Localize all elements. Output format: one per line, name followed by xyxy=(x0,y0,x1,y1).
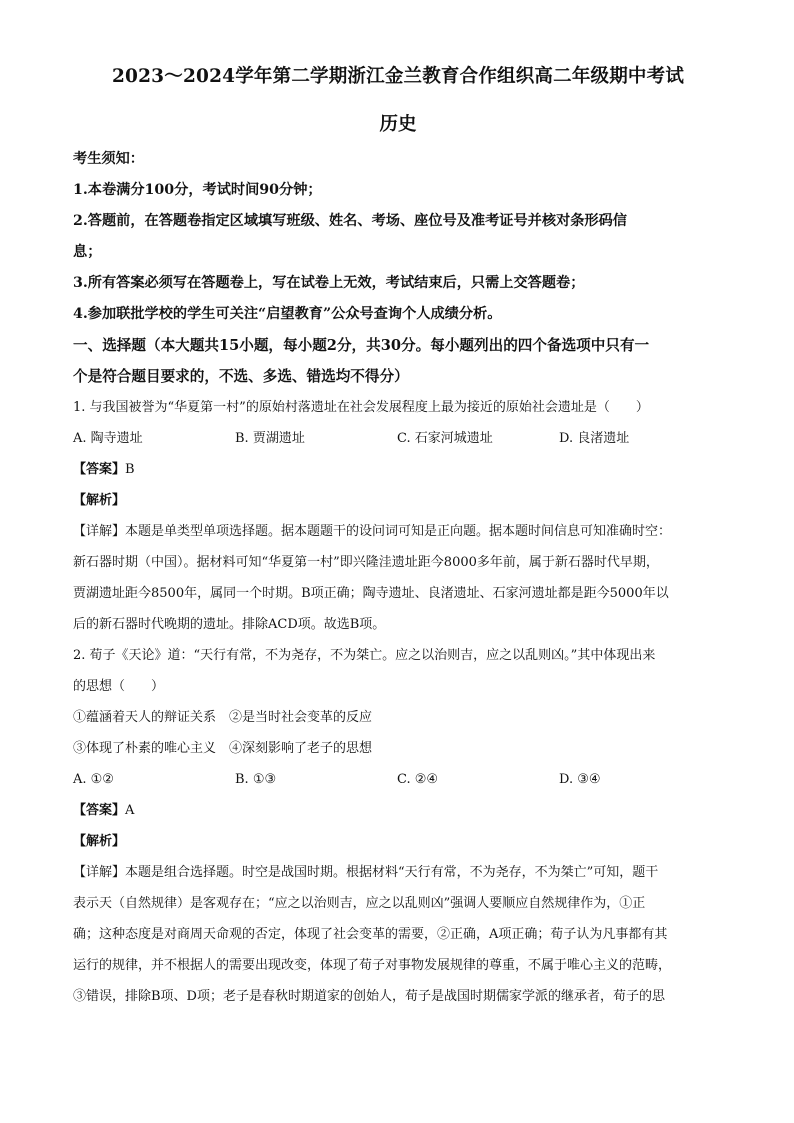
detail-line: 贾湖遗址距今8500年，属同一个时期。B项正确；陶寺遗址、良渚遗址、石家河遗址都是距今5000年以 xyxy=(73,586,669,601)
detail-line: 运行的规律，并不根据人的需要出现改变，体现了荀子对事物发展规律的尊重，不属于唯心主义的范畴， xyxy=(73,958,672,973)
question-1 xyxy=(73,392,723,640)
analysis-label: 【解析】 xyxy=(73,493,126,508)
option-d: D. 良渚遗址 xyxy=(559,431,630,446)
exam-page xyxy=(73,66,723,1012)
answer-line xyxy=(73,454,723,485)
options-row xyxy=(73,423,723,454)
question-stem: 的思想（ ） xyxy=(73,679,165,694)
option-b: B. ①③ xyxy=(235,772,277,787)
detail-line: 后的新石器时代晚期的遗址。排除ACD项。故选B项。 xyxy=(73,617,386,632)
detail-line: 表示天（自然规律）是客观存在；“应之以治则吉，应之以乱则凶”强调人要顺应自然规律作为，①正 xyxy=(73,896,646,911)
section-heading xyxy=(73,330,723,392)
exam-title: 2023～2024学年第二学期浙江金兰教育合作组织高二年级期中考试 xyxy=(111,66,685,87)
notice-heading: 考生须知： xyxy=(73,151,144,167)
analysis-line xyxy=(73,826,723,857)
notice-item: 1.本卷满分100分，考试时间90分钟； xyxy=(73,182,322,198)
option-a: A. 陶寺遗址 xyxy=(73,431,143,446)
section-heading-line: 一、选择题（本大题共15小题，每小题2分，共30分。每小题列出的四个备选项中只有一 xyxy=(73,337,650,354)
detail-line: 新石器时期（中国）。据材料可知“华夏第一村”即兴隆洼遗址距今8000多年前，属于新石器时代早期， xyxy=(73,555,659,570)
answer-value: B xyxy=(125,462,135,477)
option-b: B. 贾湖遗址 xyxy=(235,431,305,446)
answer-value: A xyxy=(125,803,135,818)
exam-subject: 历史 xyxy=(379,114,417,135)
question-2 xyxy=(73,640,723,1012)
answer-label: 【答案】 xyxy=(73,803,126,818)
statement-line: ③体现了朴素的唯心主义 ④深刻影响了老子的思想 xyxy=(73,741,373,756)
question-stem: 2. 荀子《天论》道：“天行有常，不为尧存，不为桀亡。应之以治则吉，应之以乱则凶。”其中体现出来 xyxy=(73,648,656,663)
analysis-label: 【解析】 xyxy=(73,834,126,849)
notice-block xyxy=(73,144,723,330)
statement-line: ①蕴涵着天人的辩证关系 ②是当时社会变革的反应 xyxy=(73,710,373,725)
detail-line: 【详解】本题是单类型单项选择题。据本题题干的设问词可知是正向题。据本题时间信息可知准确时空： xyxy=(73,524,672,539)
option-c: C. ②④ xyxy=(397,772,439,787)
analysis-line xyxy=(73,485,723,516)
options-row xyxy=(73,764,723,795)
detail-line: ③错误，排除B项、D项；老子是春秋时期道家的创始人，荀子是战国时期儒家学派的继承者，荀子的思 xyxy=(73,989,665,1004)
detail-line: 确；这种态度是对商周天命观的否定，体现了社会变革的需要，②正确，A项正确；荀子认为凡事都有其 xyxy=(73,927,668,942)
answer-label: 【答案】 xyxy=(73,462,126,477)
option-c: C. 石家河城遗址 xyxy=(397,431,493,446)
notice-item: 2.答题前，在答题卷指定区域填写班级、姓名、考场、座位号及准考证号并核对条形码信 xyxy=(73,213,627,229)
question-stem: 1. 与我国被誉为“华夏第一村”的原始村落遗址在社会发展程度上最为接近的原始社会遗址是（ ） xyxy=(73,400,649,415)
notice-item: 息； xyxy=(73,244,102,260)
section-heading-line: 个是符合题目要求的，不选、多选、错选均不得分） xyxy=(73,368,409,385)
answer-line xyxy=(73,795,723,826)
option-a: A. ①② xyxy=(73,772,114,787)
option-d: D. ③④ xyxy=(559,772,601,787)
notice-item: 4.参加联批学校的学生可关注“启望教育”公众号查询个人成绩分析。 xyxy=(73,306,502,322)
notice-item: 3.所有答案必须写在答题卷上，写在试卷上无效，考试结束后，只需上交答题卷； xyxy=(73,275,585,291)
detail-line: 【详解】本题是组合选择题。时空是战国时期。根据材料“天行有常，不为尧存，不为桀亡”可知，题干 xyxy=(73,865,659,880)
